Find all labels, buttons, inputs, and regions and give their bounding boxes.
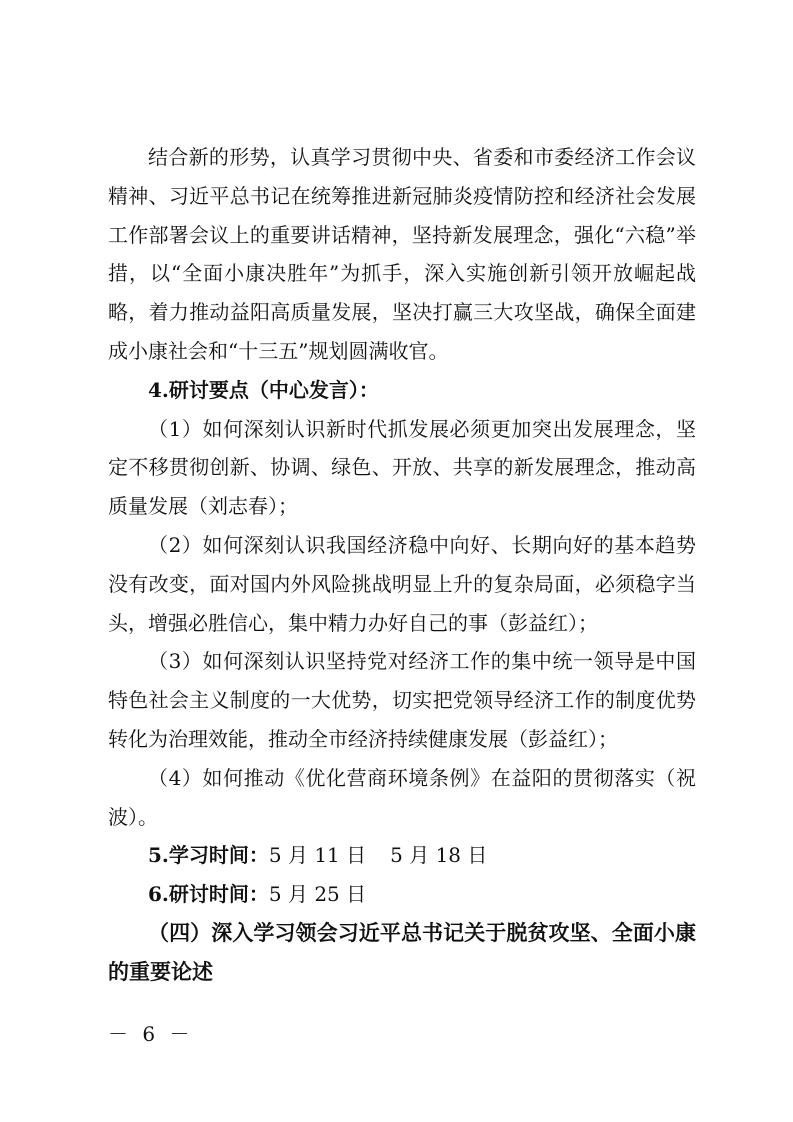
discussion-item-3: （3）如何深刻认识坚持党对经济工作的集中统一领导是中国特色社会主义制度的一大优势，切实把党领导经济工作的制度优势转化为治理效能，推动全市经济持续健康发展（彭益红）； xyxy=(108,649,696,751)
study-date-2: 5 月 18 日 xyxy=(390,843,488,868)
discussion-date: 5 月 25 日 xyxy=(268,882,367,907)
section-heading-4: （四）深入学习领会习近平总书记关于脱贫攻坚、全面小康的重要论述 xyxy=(108,919,696,984)
intro-paragraph: 结合新的形势，认真学习贯彻中央、省委和市委经济工作会议精神、习近平总书记在统筹推进新冠肺炎疫情防控和经济社会发展工作部署会议上的重要讲话精神，坚持新发展理念，强化“六稳”举措，以“全面小康决胜年”为抓手，深入实施创新引领开放崛起战略，着力推动益阳高质量发展，坚决打赢三大攻坚战，确保全面建成小康社会和“十三五”规划圆满收官。 xyxy=(108,145,696,363)
document-body xyxy=(108,138,696,992)
discussion-item-2: （2）如何深刻认识我国经济稳中向好、长期向好的基本趋势没有改变，面对国内外风险挑战明显上升的复杂局面，必须稳字当头，增强必胜信心，集中精力办好自己的事（彭益红）； xyxy=(108,532,696,635)
page-number: － 6 － xyxy=(108,1022,194,1046)
discussion-time-label: 6.研讨时间： xyxy=(148,882,269,907)
study-date-1: 5 月 11 日 xyxy=(268,843,367,868)
discussion-item-4: （4）如何推动《优化营商环境条例》在益阳的贯彻落实（祝波）。 xyxy=(108,765,696,829)
discussion-time-line xyxy=(108,875,696,914)
section-4-label: 4.研讨要点（中心发言）： xyxy=(148,377,379,402)
discussion-item-1: （1）如何深刻认识新时代抓发展必须更加突出发展理念，坚定不移贯彻创新、协调、绿色、开放、共享的新发展理念，推动高质量发展（刘志春）； xyxy=(108,416,696,519)
study-time-label: 5.学习时间： xyxy=(148,843,269,868)
study-time-line xyxy=(108,836,696,875)
